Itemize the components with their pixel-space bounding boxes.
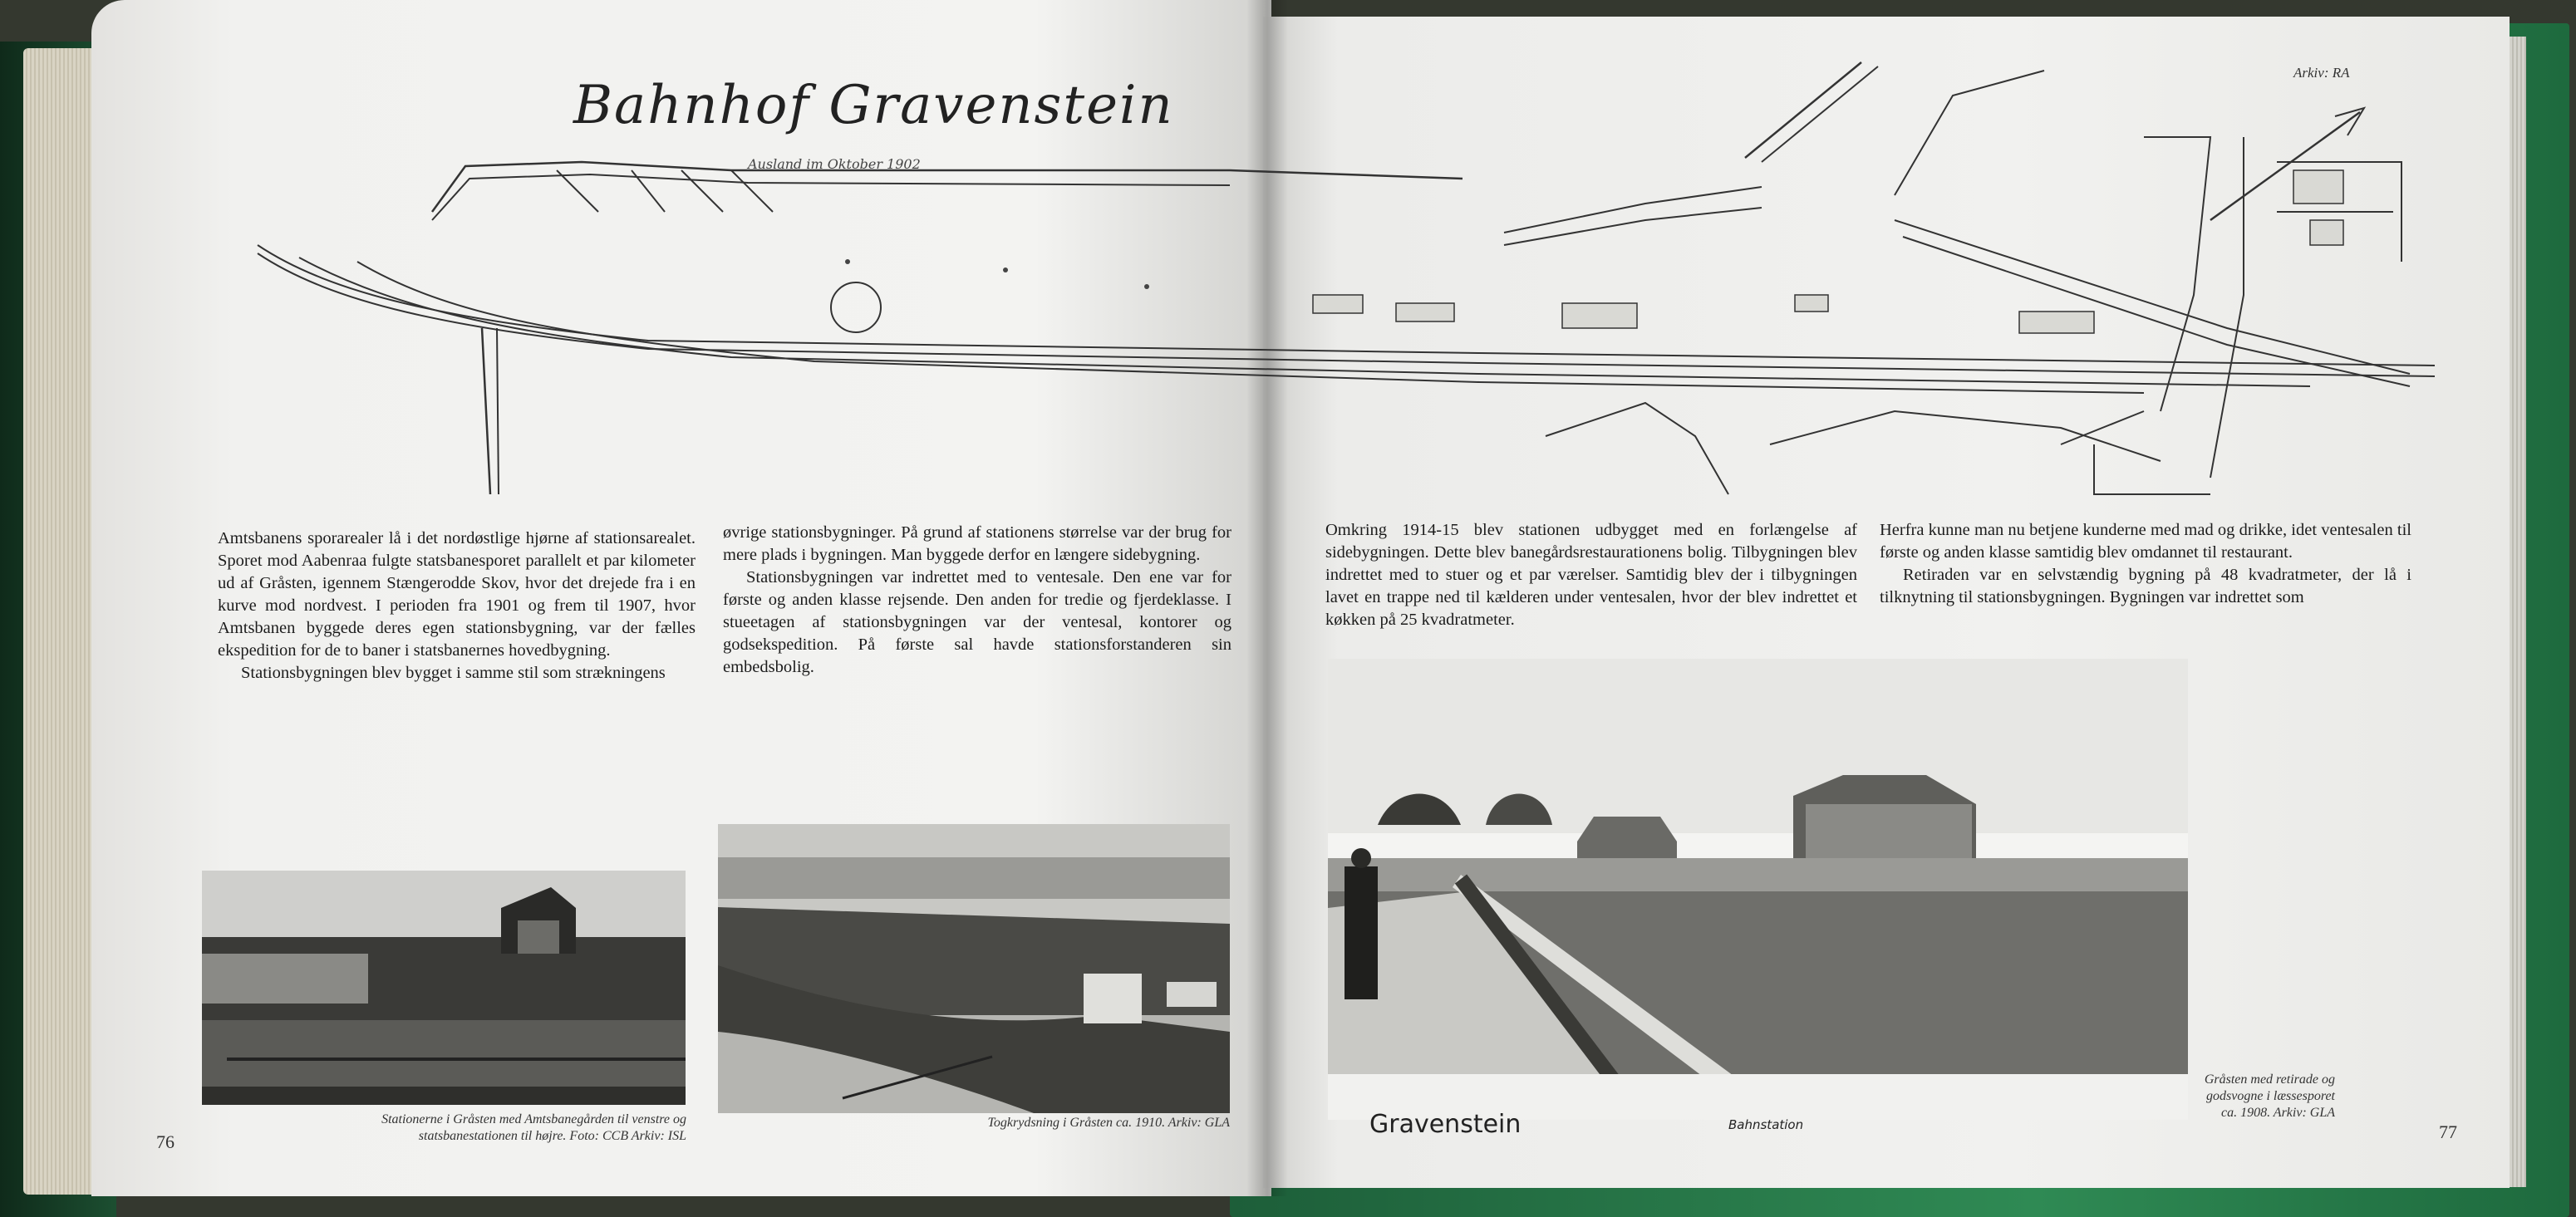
- paragraph: Retiraden var en selvstændig bygning på 48 kvadratmeter, der lå i tilknytning til stationsbygningen. Bygningen var indrettet som: [1880, 566, 2411, 606]
- left-column-1: [218, 528, 696, 685]
- photo-caption-postcard: Gråsten med retirade og godsvogne i læssesporet ca. 1908. Arkiv: GLA: [2204, 1072, 2335, 1120]
- map-subtitle: Ausland im Oktober 1902: [748, 156, 921, 172]
- map-archive-label: Arkiv: RA: [2293, 65, 2350, 81]
- station-map: [233, 46, 2443, 511]
- right-column-1: [1325, 519, 1857, 631]
- paragraph: Stationsbygningen blev bygget i samme stil som strækningens: [241, 664, 666, 682]
- map-title: Bahnhof Gravenstein: [573, 75, 1174, 136]
- paragraph: Stationsbygningen var indrettet med to ventesale. Den ene var for første og anden klasse rejsende. Den anden for tredie og fjerdeklasse. I stueetagen af stationsbygningen var der ventesal, kontorer og godsekspedition. På første sal havde stationsforstanderen sin embedsbolig.: [723, 568, 1231, 676]
- postcard-title: Gravenstein: [1369, 1110, 1522, 1139]
- paragraph: Amtsbanens sporarealer lå i det nordøstlige hjørne af stationsarealet. Sporet mod Aabenraa fulgte statsbanesporet parallelt et par kilometer ud af Gråsten, igennem Stængerodde Skov, hvor det drejede fra i en kurve mod nordvest. I perioden fra 1901 og frem til 1907, hvor Amtsbanen byggede deres egen stationsbygning, var der fælles ekspedition for de to baner i statsbanernes hovedbygning.: [218, 529, 696, 660]
- photo-postcard-gravenstein: [1328, 659, 2188, 1120]
- photo-caption-stations: Stationerne i Gråsten med Amtsbanegården til venstre og statsbanestationen til højre. Foto: CCB Arkiv: ISL: [381, 1112, 686, 1143]
- page-number-right: 77: [2439, 1121, 2457, 1142]
- paragraph: øvrige stationsbygninger. På grund af stationens størrelse var der brug for mere plads i bygningen. Man byggede derfor en længere sidebygning.: [723, 523, 1231, 564]
- photo-stations: [202, 871, 686, 1105]
- paragraph: Herfra kunne man nu betjene kunderne med mad og drikke, idet ventesalen til første og anden klasse samtidig blev omdannet til restaurant.: [1880, 521, 2411, 562]
- postcard-subtitle: Bahnstation: [1728, 1117, 1804, 1132]
- page-number-left: 76: [156, 1131, 175, 1152]
- right-column-2: [1880, 519, 2411, 609]
- photo-caption-train-crossing: Togkrydsning i Gråsten ca. 1910. Arkiv: GLA: [987, 1116, 1230, 1130]
- left-column-2: [723, 522, 1231, 679]
- paragraph: Omkring 1914-15 blev stationen udbygget med en forlængelse af sidebygningen. Dette blev banegårdsrestaurationens bolig. Tilbygningen blev indrettet med to stuer og et par værelser. Samtidig blev der i tilbygningen lavet en trappe ned til kælderen under ventesalen, hvor der blev indrettet et køkken på 25 kvadratmeter.: [1325, 521, 1857, 629]
- photo-train-crossing: [718, 824, 1230, 1113]
